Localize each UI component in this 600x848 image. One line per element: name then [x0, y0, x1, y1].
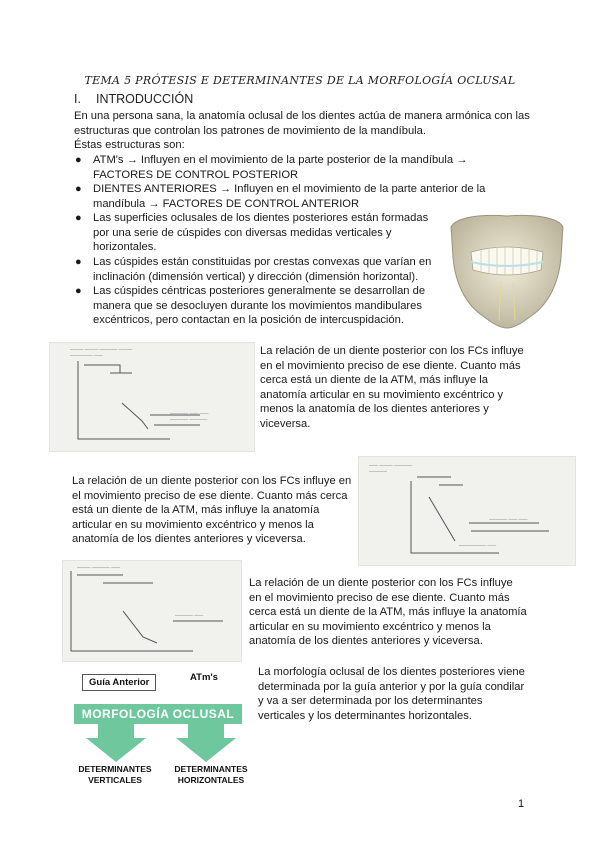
bullet-dot-icon: ●	[75, 285, 82, 297]
section-heading	[74, 92, 193, 106]
bullet-dot-icon: ●	[75, 256, 82, 268]
bullet-item: ● Las superficies oclusales de los dientes posteriores están formadas por una serie de cúspides con diversas medidas verticales y horizontales.	[75, 212, 429, 254]
figure-diagram	[49, 342, 255, 452]
svg-text:—————— ——: —————— ——	[459, 543, 497, 548]
guide-anterior-label: Guía Anterior	[82, 674, 156, 691]
bullet-dot-icon: ●	[75, 212, 82, 224]
svg-text:————: ————	[369, 469, 387, 474]
section-title: INTRODUCCIÓN	[96, 92, 194, 106]
bullet-item: ● Las cúspides están constituidas por crestas convexas que varían en inclinación (dimensión vertical) y dirección (dimensión horizontal).	[75, 256, 432, 283]
svg-text:——— ———— ——: ——— ———— ——	[77, 565, 121, 570]
svg-text:———— —— ——: ———— —— ——	[170, 411, 209, 416]
text-block: La morfología oclusal de los dientes posteriores viene determinada por la guía anterior y por la guía condilar y va a ser determinada por los determinantes verticales y los determinantes horizontales.	[258, 666, 525, 722]
svg-text:————— ——: ————— ——	[70, 353, 103, 358]
svg-text:———— ————: ———— ————	[170, 417, 208, 422]
down-arrow-icon	[84, 724, 148, 767]
figure-diagram	[62, 560, 242, 662]
figure-diagram	[358, 456, 576, 566]
jaw-illustration	[441, 212, 573, 330]
svg-text:———— —— ——: ———— —— ——	[489, 517, 528, 522]
bullet-dot-icon: ●	[75, 183, 82, 195]
determinantes-horizontales-label: DETERMINANTES HORIZONTALES	[174, 764, 248, 785]
page-number: 1	[518, 798, 525, 810]
section-number: I.	[74, 92, 81, 106]
bullet-item: ● ATM's → Influyen en el movimiento de la parte posterior de la mandíbula → FACTORES DE CONTROL POSTERIOR	[75, 154, 468, 181]
svg-text:——— ——— ———— ———: ——— ——— ———— ———	[70, 347, 133, 352]
svg-text:—— ——— ————: —— ——— ————	[369, 463, 413, 468]
atms-label: ATm's	[190, 672, 218, 683]
bullet-item: ● Las cúspides céntricas posteriores generalmente se desarrollan de manera que se desocluyen durante los movimientos mandibulares excéntricos, pero contactan en la posición de intercuspidación.	[75, 285, 426, 327]
text-block: La relación de un diente posterior con los FCs influye en el movimiento preciso de ese diente. Cuanto más cerca está un diente de la ATM, más influye la anatomía articular en su movimiento excéntrico y menos la anatomía de los dientes anteriores y viceversa.	[249, 577, 527, 648]
intro-structures: Éstas estructuras son:	[74, 139, 185, 151]
page-title: TEMA 5 PRÓTESIS E DETERMINANTES DE LA MORFOLOGÍA OCLUSAL	[84, 74, 516, 87]
bullet-item: ● DIENTES ANTERIORES → Influyen en el movimiento de la parte anterior de la mandíbula → FACTORES DE CONTROL ANTERIOR	[75, 183, 486, 210]
text-block: La relación de un diente posterior con los FCs influye en el movimiento preciso de ese diente. Cuanto más cerca está un diente de la ATM, más influye la anatomía articular en su movimiento excéntrico y menos la anatomía de los dientes anteriores y viceversa.	[72, 475, 352, 546]
determinantes-verticales-label: DETERMINANTES VERTICALES	[78, 764, 152, 785]
svg-text:———— ——: ———— ——	[175, 613, 204, 618]
morfologia-oclusal-box: MORFOLOGÍA OCLUSAL	[74, 704, 242, 724]
down-arrow-icon	[174, 724, 238, 767]
bullet-dot-icon: ●	[75, 154, 82, 166]
text-block: La relación de un diente posterior con los FCs influye en el movimiento preciso de ese diente. Cuanto más cerca está un diente de la ATM, más influye la anatomía articular en su movimiento excéntrico y menos la anatomía de los dientes anteriores y viceversa.	[260, 345, 524, 430]
intro-paragraph: En una persona sana, la anatomía oclusal de los dientes actúa de manera armónica con las estructuras que controlan los patrones de movimiento de la mandíbula.	[74, 110, 530, 137]
